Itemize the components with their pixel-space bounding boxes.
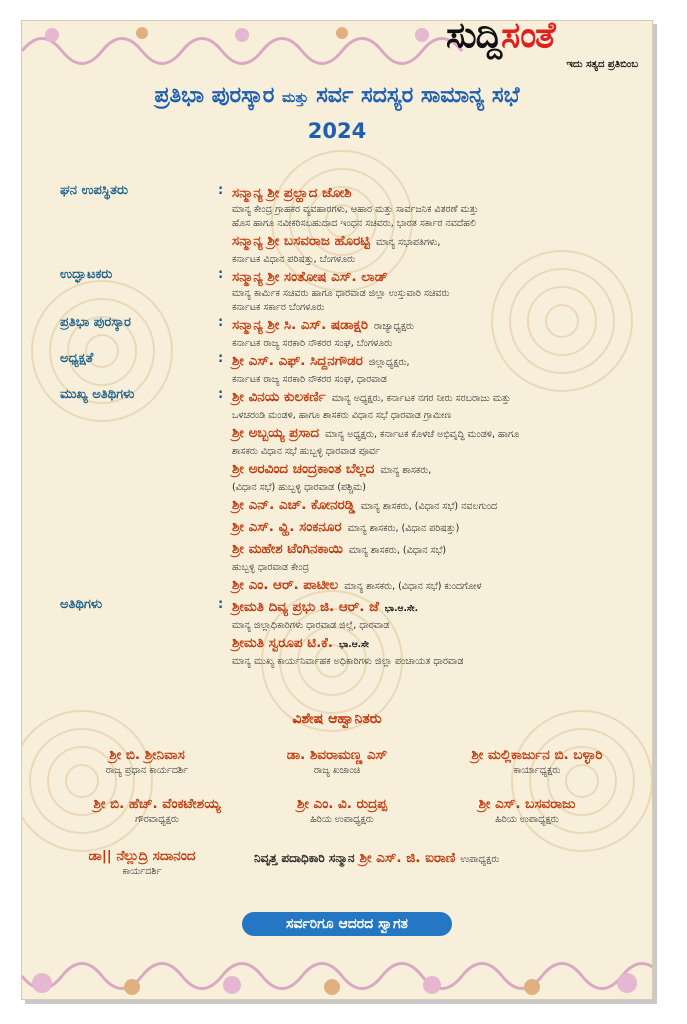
- dignitary-entry: [232, 387, 640, 423]
- label-colon: :: [218, 597, 224, 612]
- floral-border-bottom: [22, 964, 652, 996]
- dignitary-name-line: [232, 539, 640, 561]
- special-invitee: [252, 746, 422, 778]
- dignitary-name-line: [232, 633, 640, 655]
- dignitary-section: [60, 315, 640, 351]
- dignitaries-list: [60, 183, 640, 669]
- label-colon: :: [218, 315, 224, 330]
- dignitary-name: ಶ್ರೀ ಎಸ್. ವ್ಹಿ. ಸಂಕನೂರ: [232, 519, 342, 535]
- invitee-role: ರಾಜ್ಯ ಖಜಾಂಚಿ: [313, 765, 361, 776]
- title-part-a: ಪ್ರತಿಭಾ ಪುರಸ್ಕಾರ: [154, 83, 275, 108]
- dignitary-name: ಶ್ರೀ ಮಹೇಶ ಟೆಂಗಿನಕಾಯಿ: [232, 541, 343, 557]
- dignitary-description: ಮಾನ್ಯ ಜಿಲ್ಲಾಧಿಕಾರಿಗಳು ಧಾರವಾಡ ಜಿಲ್ಲೆ, ಧಾರವಾಡ: [232, 620, 390, 631]
- section-label: ಅಧ್ಯಕ್ಷತೆ: [60, 351, 94, 366]
- dignitary-name-line: [232, 597, 640, 619]
- dignitary-designation: ಮಾನ್ಯ ಸಭಾಪತಿಗಳು,: [376, 237, 441, 248]
- dignitary-designation: ಮಾನ್ಯ ಶಾಸಕರು, (ವಿಧಾನ ಸಭೆ) ನವಲಗುಂದ: [360, 501, 498, 512]
- dignitary-description: ಕರ್ನಾಟಕ ಸರ್ಕಾರ ಬೆಂಗಳೂರು: [232, 302, 325, 313]
- dignitary-designation: ಮಾನ್ಯ ಶಾಸಕರು, (ವಿಧಾನ ಪರಿಷತ್ತು): [347, 523, 460, 534]
- event-title: [22, 83, 652, 108]
- dignitary-entry: [232, 183, 640, 231]
- section-label: ಘನ ಉಪಸ್ಥಿತರು: [60, 183, 129, 198]
- dignitary-section: [60, 387, 640, 597]
- title-part-b: ಮತ್ತು: [282, 90, 309, 106]
- dignitary-entry: [232, 315, 640, 351]
- dignitary-designation: ಮಾನ್ಯ ಅಧ್ಯಕ್ಷರು, ಕರ್ನಾಟಕ ಕೊಳಚೆ ಅಭಿವೃದ್ಧಿ ಮಂಡಳಿ, ಹಾಗೂ: [325, 429, 520, 440]
- special-invitee: [262, 795, 422, 827]
- special-invitee: [62, 795, 252, 827]
- dignitary-name-line: [232, 459, 640, 481]
- invitation-card: [21, 20, 653, 1000]
- dignitary-name-line: [232, 183, 640, 203]
- dignitary-entry: [232, 633, 640, 669]
- invitee-name: ಡಾ|| ನೆಲ್ಲುದ್ರಿ ಸದಾನಂದ: [88, 848, 196, 864]
- dignitary-name-line: [232, 231, 640, 253]
- dignitary-name: ಶ್ರೀ ಅರವಿಂದ ಚಂದ್ರಕಾಂತ ಬೆಲ್ಲದ: [232, 461, 375, 477]
- retired-prefix: ನಿವೃತ್ತ ಪದಾಧಿಕಾರಿ ಸನ್ಮಾನ: [254, 851, 355, 865]
- dignitary-name: ಸನ್ಮಾನ್ಯ ಶ್ರೀ ಸಿ. ಎಸ್. ಷಡಾಕ್ಷರಿ: [232, 317, 368, 333]
- dignitary-entry: [232, 575, 640, 597]
- dignitary-entry: [232, 495, 640, 517]
- event-year: 2024: [307, 119, 367, 143]
- dignitary-entry: [232, 459, 640, 495]
- dignitary-designation: ಭಾ.ಆ.ಸೇ.: [384, 604, 419, 614]
- retired-role: ಉಪಾಧ್ಯಕ್ಷರು: [460, 854, 500, 865]
- dignitary-description: ಮಾನ್ಯ ಮುಖ್ಯ ಕಾರ್ಯನಿರ್ವಾಹಕ ಅಧಿಕಾರಿಗಳು ಜಿಲ್ಲಾ ಪಂಚಾಯತ ಧಾರವಾಡ: [232, 656, 464, 667]
- dignitary-designation: ಭಾ.ಆ.ಸೇ: [338, 640, 369, 650]
- dignitary-name-line: [232, 495, 640, 517]
- special-invitee: [62, 746, 232, 778]
- dignitary-entry: [232, 423, 640, 459]
- dignitary-description: ಕರ್ನಾಟಕ ವಿಧಾನ ಪರಿಷತ್ತು, ಬೆಂಗಳೂರು: [232, 254, 356, 265]
- dignitary-description: (ವಿಧಾನ ಸಭೆ) ಹುಬ್ಬಳ್ಳಿ ಧಾರವಾಡ (ಪಶ್ಚಿಮ): [232, 482, 366, 493]
- label-colon: :: [218, 183, 224, 198]
- dignitary-entry: [232, 231, 640, 267]
- label-colon: :: [218, 387, 224, 402]
- section-label: ಮುಖ್ಯ ಅತಿಥಿಗಳು: [60, 387, 135, 402]
- invitee-name: ಡಾ. ಶಿವರಾಮಣ್ಣ ಎಸ್: [286, 747, 388, 763]
- dignitary-name-line: [232, 517, 640, 539]
- section-label: ಉದ್ಘಾಟಕರು: [60, 267, 113, 282]
- dignitary-name: ಸನ್ಮಾನ್ಯ ಶ್ರೀ ಸಂತೋಷ ಎಸ್. ಲಾಡ್: [232, 269, 388, 285]
- retired-felicitation: [254, 847, 634, 867]
- invitee-name: ಶ್ರೀ ಮಲ್ಲಿಕಾರ್ಜುನ ಬಿ. ಬಳ್ಳಾರಿ: [471, 747, 603, 763]
- dignitary-name: ಶ್ರೀ ಎಸ್. ಎಫ್. ಸಿದ್ದನಗೌಡರ: [232, 353, 363, 369]
- invitee-name: ಶ್ರೀ ಎಂ. ವಿ. ರುದ್ರಪ್ಪ: [296, 796, 388, 812]
- dignitary-section: [60, 351, 640, 387]
- dignitary-section: [60, 183, 640, 267]
- logo-part2: ಸಂತೆ: [501, 20, 555, 56]
- invitee-role: ರಾಜ್ಯ ಪ್ರಧಾನ ಕಾರ್ಯದರ್ಶಿ: [105, 765, 189, 776]
- dignitary-name-line: [232, 387, 640, 409]
- dignitary-designation: ಮಾನ್ಯ ಶಾಸಕರು, (ವಿಧಾನ ಸಭೆ) ಕುಂದಗೋಳ: [344, 581, 482, 592]
- label-colon: :: [218, 267, 224, 282]
- dignitary-description: ಒಳಚರಂಡಿ ಮಂಡಳಿ, ಹಾಗೂ ಶಾಸಕರು ವಿಧಾನ ಸಭೆ ಧಾರವಾಡ ಗ್ರಾಮೀಣ: [232, 410, 452, 421]
- dignitary-name: ಶ್ರೀ ವಿನಯ ಕುಲಕರ್ಣಿ: [232, 389, 326, 405]
- dignitary-name: ಶ್ರೀ ಎಂ. ಆರ್. ಪಾಟೀಲ: [232, 577, 339, 593]
- dignitary-description: ಹೊಸ ಹಾಗೂ ನವೀಕರಿಸಬಹುದಾದ ಇಂಧನ ಸಚಿವರು, ಭಾರತ ಸರ್ಕಾರ ನವದೆಹಲಿ: [232, 218, 476, 229]
- dignitary-description: ಕರ್ನಾಟಕ ರಾಜ್ಯ ಸರಕಾರಿ ನೌಕರರ ಸಂಘ, ಬೆಂಗಳೂರು: [232, 338, 393, 349]
- dignitary-description: ಶಾಸಕರು ವಿಧಾನ ಸಭೆ ಹುಬ್ಬಳ್ಳಿ ಧಾರವಾಡ ಪೂರ್ವ: [232, 446, 381, 457]
- section-label: ಪ್ರತಿಭಾ ಪುರಸ್ಕಾರ: [60, 315, 131, 330]
- retired-name: ಶ್ರೀ ಎಸ್. ಜಿ. ಐರಾಣಿ: [359, 850, 456, 866]
- dignitary-entry: [232, 517, 640, 539]
- dignitary-entry: [232, 267, 640, 315]
- dignitary-description: ಕರ್ನಾಟಕ ರಾಜ್ಯ ಸರಕಾರಿ ನೌಕರರ ಸಂಘ, ಧಾರವಾಡ: [232, 374, 387, 385]
- dignitary-name-line: [232, 267, 640, 287]
- special-invitees-heading: ವಿಶೇಷ ಆಹ್ವಾನಿತರು: [292, 711, 382, 727]
- dignitary-designation: ಜಿಲ್ಲಾಧ್ಯಕ್ಷರು,: [368, 357, 410, 368]
- dignitary-name: ಸನ್ಮಾನ್ಯ ಶ್ರೀ ಪ್ರಲ್ಹಾದ ಜೋಶಿ: [232, 185, 352, 201]
- dignitary-designation: ಮಾನ್ಯ ಅಧ್ಯಕ್ಷರು, ಕರ್ನಾಟಕ ನಗರ ನೀರು ಸರಬರಾಜು ಮತ್ತು: [331, 393, 511, 404]
- dignitary-name-line: [232, 575, 640, 597]
- title-part-c: ಸರ್ವ ಸದಸ್ಯರ ಸಾಮಾನ್ಯ ಸಭೆ: [316, 83, 520, 108]
- dignitary-name: ಸನ್ಮಾನ್ಯ ಶ್ರೀ ಬಸವರಾಜ ಹೊರಟ್ಟಿ: [232, 233, 371, 249]
- dignitary-designation: ರಾಜ್ಯಾಧ್ಯಕ್ಷರು: [373, 321, 415, 332]
- dignitary-name: ಶ್ರೀ ಅಬ್ಬಯ್ಯ ಪ್ರಸಾದ: [232, 425, 320, 441]
- dignitary-name-line: [232, 351, 640, 373]
- dignitary-description: ಮಾನ್ಯ ಕಾರ್ಮಿಕ ಸಚಿವರು ಹಾಗೂ ಧಾರವಾಡ ಜಿಲ್ಲಾ ಉಸ್ತುವಾರಿ ಸಚಿವರು: [232, 288, 450, 299]
- invitee-role: ಗೌರವಾಧ್ಯಕ್ಷರು: [135, 814, 179, 825]
- dignitary-name: ಶ್ರೀಮತಿ ದಿವ್ಯ ಪ್ರಭು ಜಿ. ಆರ್. ಜೆ: [232, 599, 379, 615]
- invitee-role: ಕಾರ್ಯಾಧ್ಯಕ್ಷರು: [513, 765, 561, 776]
- dignitary-name-line: [232, 423, 640, 445]
- dignitary-name-line: [232, 315, 640, 337]
- dignitary-description: ಮಾನ್ಯ ಕೇಂದ್ರ ಗ್ರಾಹಕರ ವ್ಯವಹಾರಗಳು, ಆಹಾರ ಮತ್ತು ಸಾರ್ವಜನಿಕ ವಿತರಣೆ ಮತ್ತು: [232, 204, 479, 215]
- invitee-role: ಹಿರಿಯ ಉಪಾಧ್ಯಕ್ಷರು: [495, 814, 559, 825]
- dignitary-name: ಶ್ರೀಮತಿ ಸ್ವರೂಪ ಟಿ.ಕೆ.: [232, 635, 333, 651]
- dignitary-description: ಹುಬ್ಬಳ್ಳಿ ಧಾರವಾಡ ಕೇಂದ್ರ: [232, 562, 310, 573]
- section-label: ಅತಿಥಿಗಳು: [60, 597, 103, 612]
- label-colon: :: [218, 351, 224, 366]
- dignitary-designation: ಮಾನ್ಯ ಶಾಸಕರು, (ವಿಧಾನ ಸಭೆ): [348, 545, 447, 556]
- dignitary-entry: [232, 597, 640, 633]
- suddi-sante-logo: [446, 20, 642, 79]
- special-invitee: [442, 795, 612, 827]
- floral-border-top: [22, 27, 462, 64]
- invitee-name: ಶ್ರೀ ಬಿ. ಶ್ರೀನಿವಾಸ: [109, 747, 185, 763]
- dignitary-entry: [232, 539, 640, 575]
- invitee-name: ಶ್ರೀ ಬಿ. ಹೆಚ್. ವೆಂಕಟೇಶಯ್ಯ: [93, 796, 221, 812]
- special-invitee: [62, 847, 222, 879]
- dignitary-entry: [232, 351, 640, 387]
- welcome-banner: ಸರ್ವರಿಗೂ ಆದರದ ಸ್ವಾಗತ: [242, 912, 452, 936]
- invitee-role: ಕಾರ್ಯದರ್ಶಿ: [122, 866, 162, 877]
- dignitary-designation: ಮಾನ್ಯ ಶಾಸಕರು,: [380, 465, 432, 476]
- invitee-name: ಶ್ರೀ ಎಸ್. ಬಸವರಾಜು: [478, 796, 576, 812]
- special-invitee: [442, 746, 632, 778]
- logo-part1: ಸುದ್ದಿ: [446, 20, 502, 56]
- invitee-role: ಹಿರಿಯ ಉಪಾಧ್ಯಕ್ಷರು: [310, 814, 374, 825]
- logo-tagline: ಇದು ಸತ್ಯದ ಪ್ರತಿಬಿಂಬ: [566, 59, 638, 70]
- dignitary-section: [60, 267, 640, 315]
- dignitary-name: ಶ್ರೀ ಎನ್. ಎಚ್. ಕೋನರಡ್ಡಿ: [232, 497, 355, 513]
- dignitary-section: [60, 597, 640, 669]
